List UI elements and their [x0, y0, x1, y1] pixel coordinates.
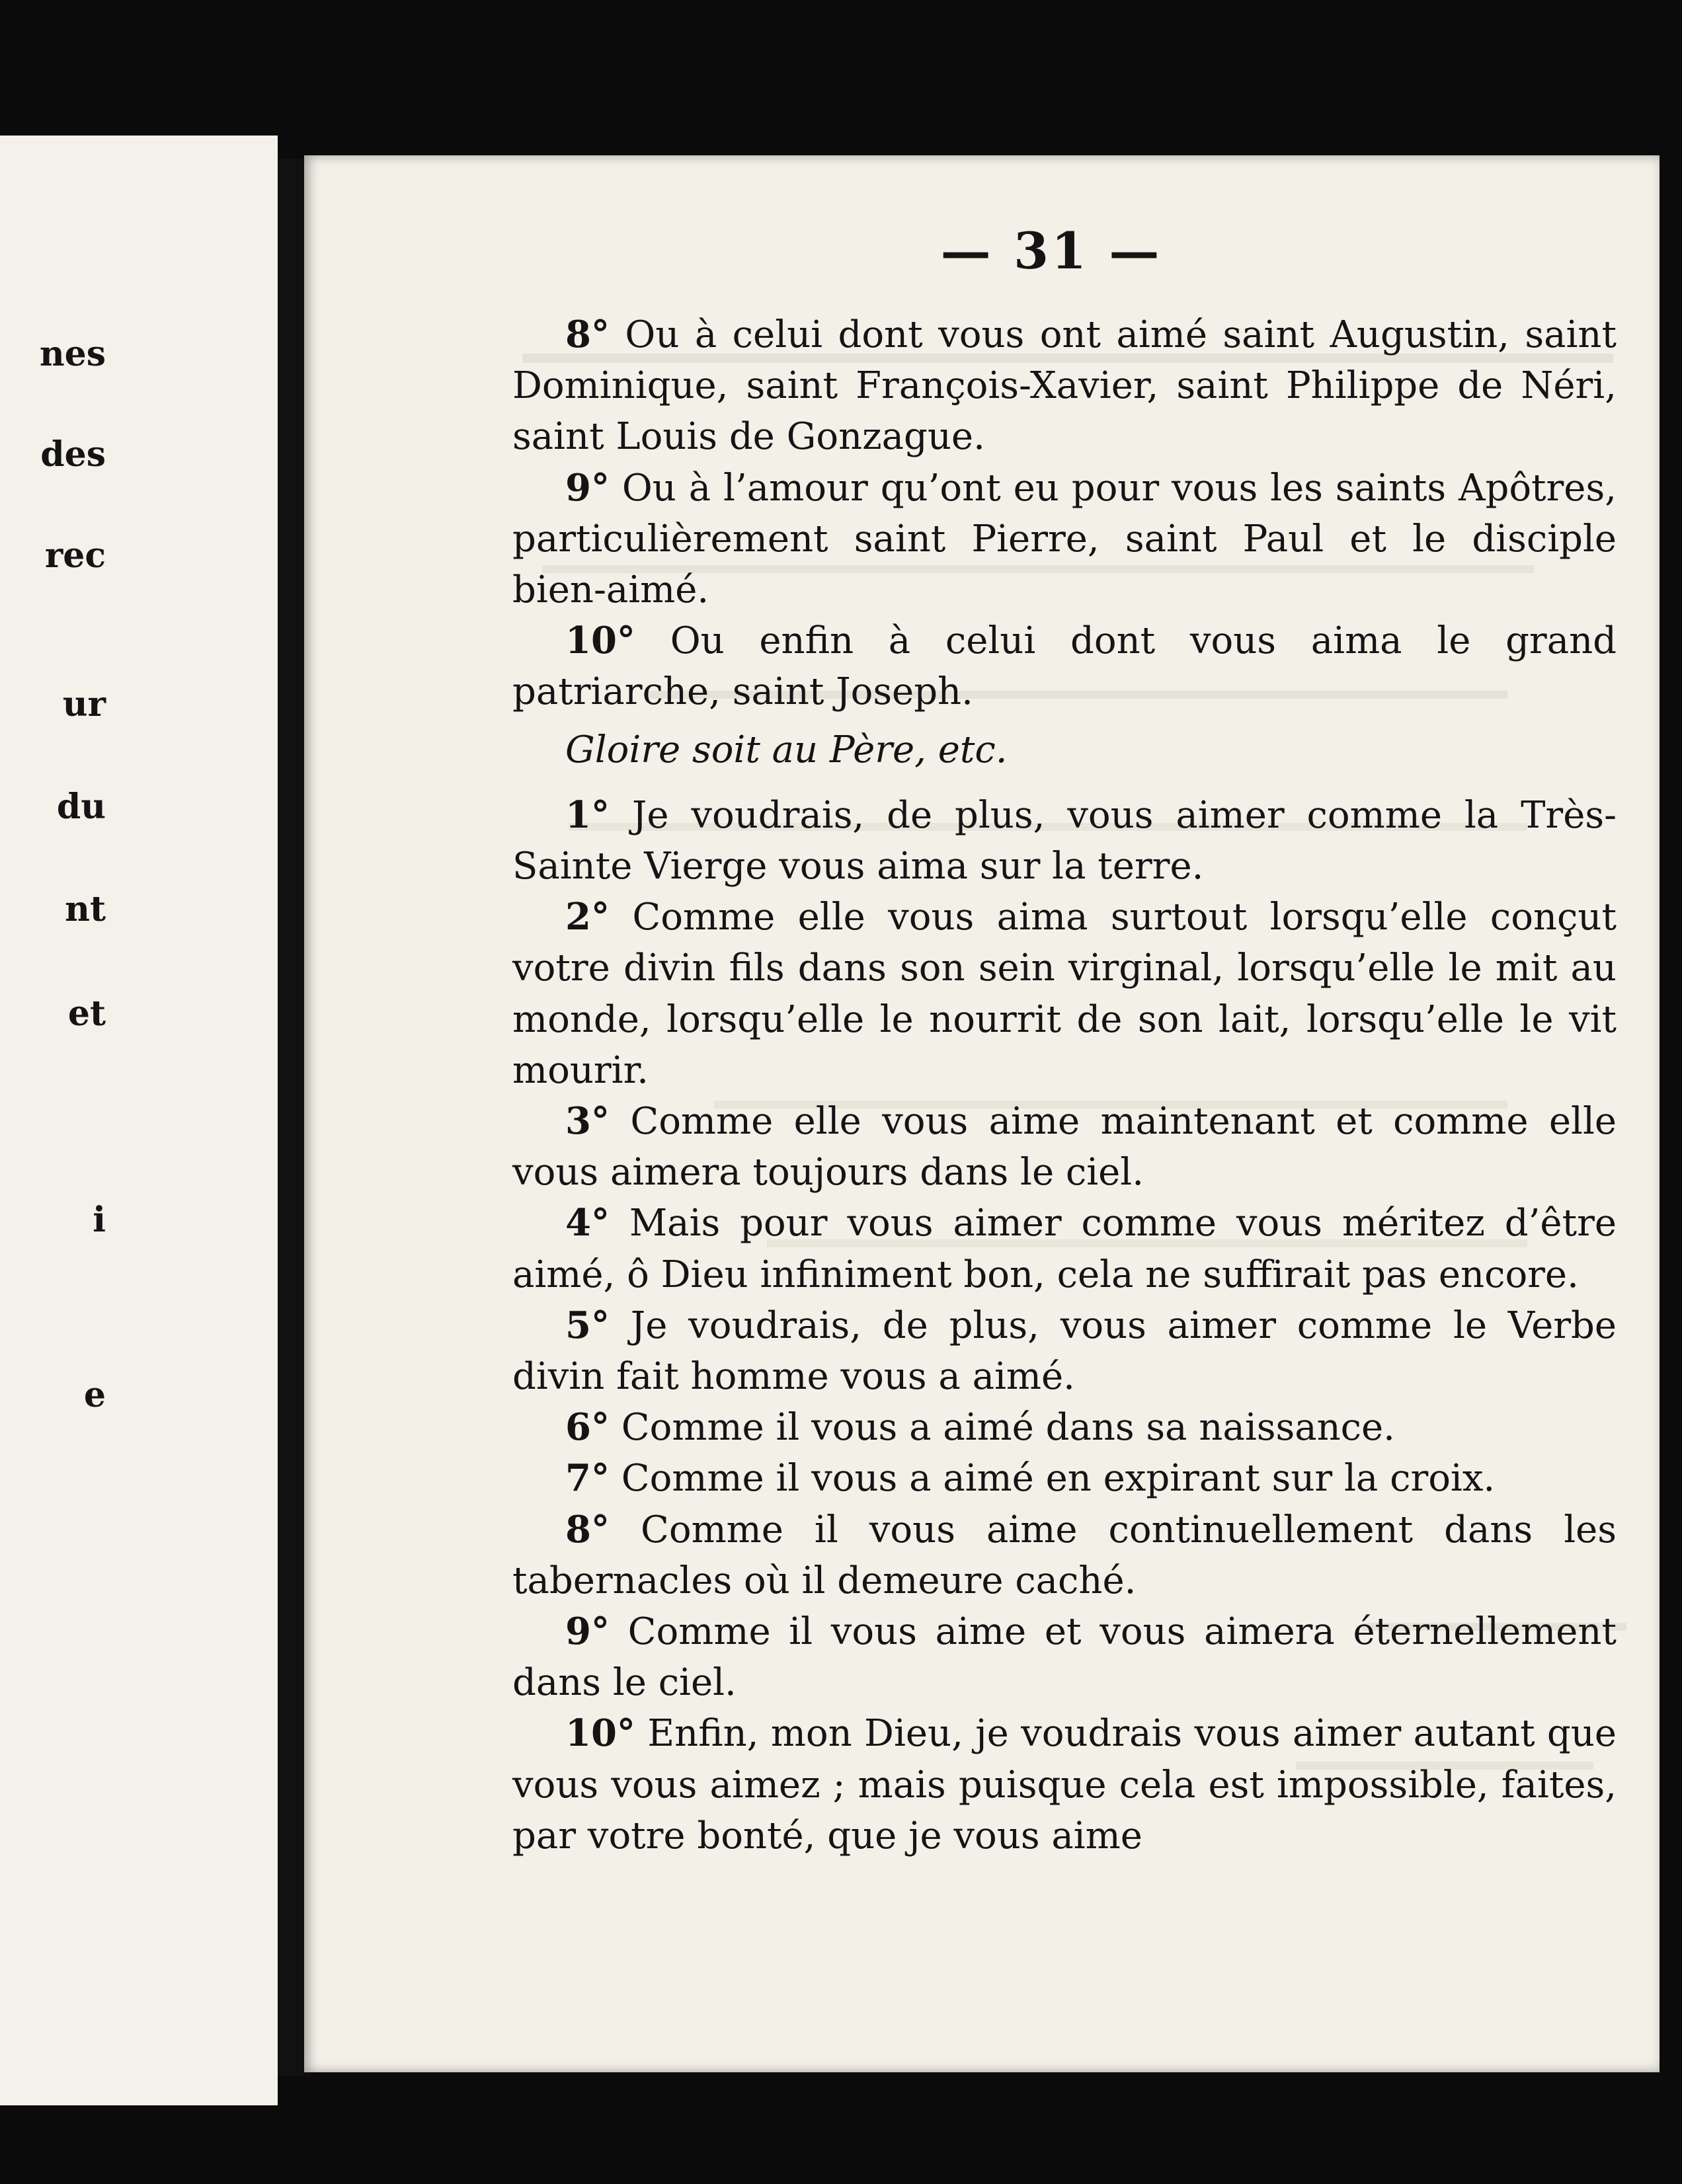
item-text: Mais pour vous aimer comme vous méritez d’être aimé, ô Dieu infiniment bon, cela ne suffirait pas encore. — [512, 1202, 1617, 1296]
paragraph — [512, 309, 1617, 463]
left-margin-fragment: et — [67, 994, 106, 1034]
paragraph — [512, 790, 1617, 892]
item-number: 4° — [565, 1201, 610, 1245]
item-number: 5° — [565, 1303, 610, 1347]
paragraph — [512, 1453, 1617, 1504]
page-body — [512, 309, 1617, 1861]
item-text: Comme il vous aime et vous aimera éternellement dans le ciel. — [512, 1610, 1617, 1705]
paragraph — [512, 1708, 1617, 1861]
item-text: Comme elle vous aime maintenant et comme elle vous aimera toujours dans le ciel. — [512, 1100, 1617, 1194]
item-text: Ou enfin à celui dont vous aima le grand patriarche, saint Joseph. — [512, 619, 1617, 714]
left-margin-fragment: ur — [62, 684, 106, 724]
item-text: Ou à l’amour qu’ont eu pour vous les saints Apôtres, particulièrement saint Pierre, saint Paul et le disciple bien-aimé. — [512, 466, 1617, 612]
left-margin-fragment: rec — [44, 535, 106, 576]
left-margin-fragment: des — [40, 434, 106, 475]
item-number: 10° — [565, 619, 635, 663]
item-number: 7° — [565, 1456, 610, 1501]
paragraph — [512, 1300, 1617, 1402]
paragraph — [512, 1606, 1617, 1708]
item-number: 9° — [565, 465, 610, 510]
item-text: Je voudrais, de plus, vous aimer comme la Très-Sainte Vierge vous aima sur la terre. — [512, 793, 1617, 888]
gloria-line: Gloire soit au Père, etc. — [565, 728, 1008, 771]
item-number: 8° — [565, 313, 610, 356]
item-text: Comme il vous a aimé dans sa naissance. — [621, 1406, 1395, 1450]
page-number: — 31 — — [940, 221, 1162, 280]
item-text: Je voudrais, de plus, vous aimer comme le Verbe divin fait homme vous a aimé. — [512, 1304, 1617, 1399]
item-number: 10° — [565, 1711, 635, 1756]
item-text: Comme il vous a aimé en expirant sur la croix. — [621, 1457, 1496, 1501]
item-text: Comme elle vous aima surtout lorsqu’elle conçut votre divin fils dans son sein virginal, lorsqu’elle le mit au monde, lorsqu’elle le nourrit de son lait, lorsqu’elle le vit mourir. — [512, 896, 1617, 1092]
paragraph — [512, 1096, 1617, 1198]
left-page-edge — [0, 136, 278, 2105]
left-margin-fragment: nes — [39, 334, 106, 374]
item-text: Enfin, mon Dieu, je voudrais vous aimer autant que vous vous aimez ; mais puisque cela est impossible, faites, par votre bonté, que je vous aime — [512, 1712, 1617, 1857]
paragraph — [512, 1504, 1617, 1606]
left-margin-fragment: e — [83, 1375, 106, 1415]
item-number: 9° — [565, 1610, 610, 1654]
left-margin-fragment: nt — [65, 889, 106, 929]
paragraph — [512, 615, 1617, 717]
left-margin-fragment: du — [56, 787, 106, 827]
item-number: 2° — [565, 895, 610, 939]
paragraph — [512, 463, 1617, 616]
item-number: 8° — [565, 1507, 610, 1551]
item-number: 6° — [565, 1405, 610, 1450]
item-number: 3° — [565, 1099, 610, 1144]
paragraph — [512, 1402, 1617, 1453]
paragraph — [512, 1198, 1617, 1300]
item-text: Comme il vous aime continuellement dans les tabernacles où il demeure caché. — [512, 1508, 1617, 1602]
left-margin-fragment: i — [93, 1200, 106, 1240]
paragraph — [512, 892, 1617, 1096]
item-text: Ou à celui dont vous ont aimé saint Augustin, saint Dominique, saint François-Xavier, saint Philippe de Néri, saint Louis de Gonzague. — [512, 313, 1617, 459]
item-number: 1° — [565, 793, 610, 837]
